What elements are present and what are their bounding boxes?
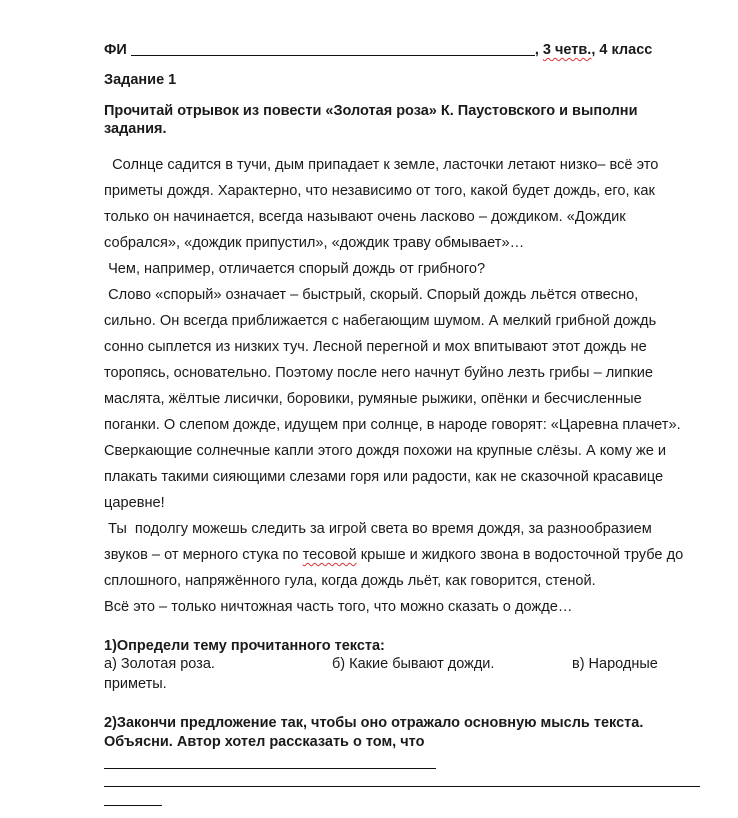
- task-title: Задание 1: [104, 72, 177, 88]
- passage-paragraph-2: Чем, например, отличается спорый дождь от грибного?: [104, 261, 486, 277]
- passage-paragraph-1: Солнце садится в тучи, дым припадает к земле, ласточки летают низко– всё это приметы дождя. Характерно, что независимо от того, какой будет дождь, его, как только он начинается, всегда называют очень ласково – дождиком. «Дождик собрался», «дождик припустил», «дождик траву обмывает»…: [104, 157, 663, 251]
- passage-paragraph-4: [104, 516, 694, 594]
- paragraph-4-start: Ты подолгу можешь следить за игрой света во время дождя, за разнообразием звуков – от мерного стука по: [104, 521, 656, 563]
- question-1: 1)Определи тему прочитанного текста:: [104, 638, 385, 654]
- grade-label: , 4 класс: [591, 42, 653, 58]
- passage-paragraph-5: Всё это – только ничтожная часть того, что можно сказать о дожде…: [104, 599, 573, 615]
- question-2: 2)Закончи предложение так, чтобы оно отражало основную мысль текста. Объясни. Автор хотел рассказать о том, что: [104, 715, 644, 750]
- answer-line-1[interactable]: [104, 768, 436, 769]
- option-a: а) Золотая роза.: [104, 656, 215, 672]
- answer-line-3[interactable]: [104, 805, 162, 806]
- paragraph-4-marked-word: тесовой: [302, 547, 357, 563]
- paragraph-4-end: крыше и жидкого звона в водосточной трубе до сплошного, напряжённого гула, когда дождь льёт, как говорится, стеной.: [104, 547, 688, 589]
- option-c: в) Народные: [572, 656, 658, 672]
- question-1-options: [104, 656, 694, 676]
- answer-line-2[interactable]: [104, 786, 700, 787]
- passage: [104, 152, 694, 620]
- term-label: 3 четв.: [542, 42, 592, 58]
- name-label: ФИ: [104, 42, 127, 58]
- task-instruction: Прочитай отрывок из повести «Золотая роза» К. Паустовского и выполни задания.: [104, 103, 638, 137]
- passage-paragraph-3: Слово «спорый» означает – быстрый, скорый. Спорый дождь льётся отвесно, сильно. Он всегда приближается с набегающим шумом. А мелкий грибной дождь сонно сыплется из низких туч. Лесной перегной и мох впитывают этот дождь не торопясь, основательно. Поэтому после него начнут буйно лезть грибы – липкие маслята, жёлтые лисички, боровики, румяные рыжики, опёнки и бесчисленные поганки. О слепом дожде, идущем при солнце, в народе говорят: «Царевна плачет». Сверкающие солнечные капли этого дождя похожи на крупные слёзы. А кому же и плакать такими сияющими слезами горя или радости, как не сказочной красавице царевне!: [104, 287, 685, 511]
- option-b: б) Какие бывают дожди.: [332, 656, 495, 672]
- name-blank-line: [131, 42, 535, 56]
- option-c-continuation: приметы.: [104, 676, 167, 692]
- header-line: ФИ , 3 четв., 4 класс: [104, 42, 653, 58]
